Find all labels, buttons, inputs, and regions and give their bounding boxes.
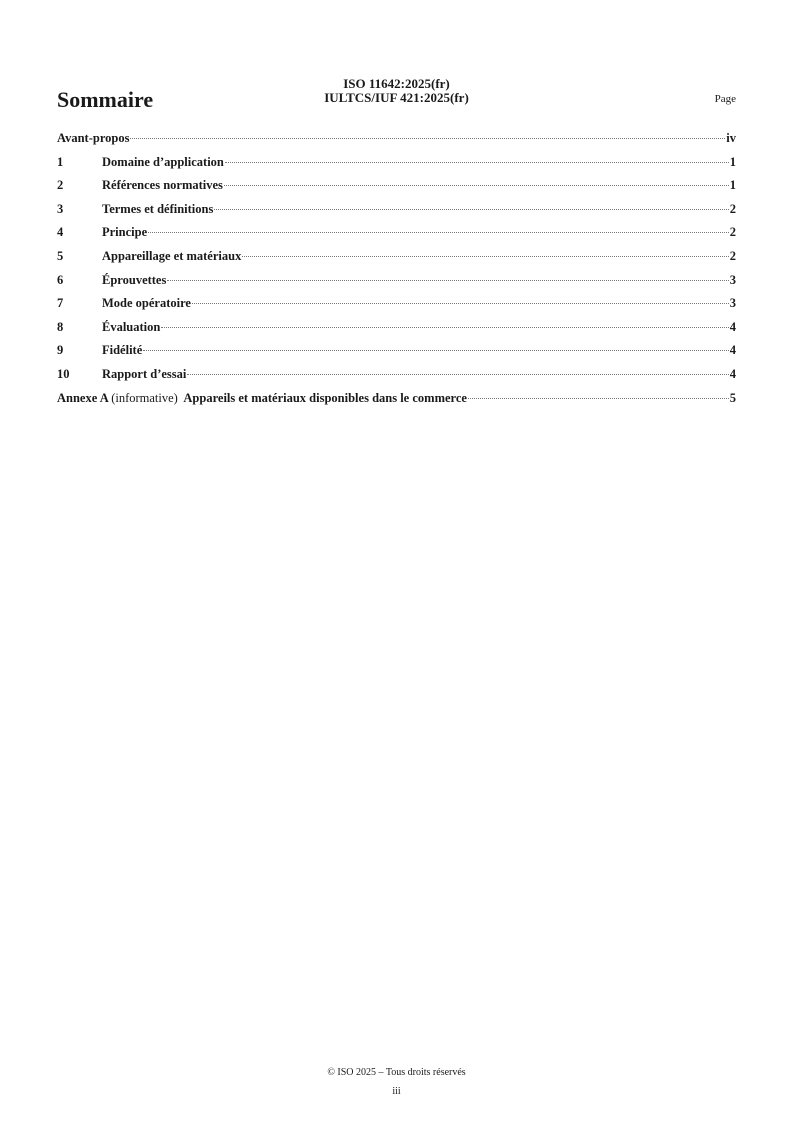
- dot-leader: [468, 398, 729, 399]
- toc-entry-page: 5: [729, 390, 736, 405]
- annex-title: Appareils et matériaux disponibles dans le commerce: [183, 390, 467, 405]
- footer-copyright: © ISO 2025 – Tous droits réservés: [327, 1067, 466, 1078]
- toc-entry-number: 3: [57, 201, 64, 216]
- doc-id-iso: ISO 11642:2025(fr): [343, 76, 450, 91]
- dot-leader: [130, 138, 725, 139]
- footer-page-number: iii: [392, 1086, 401, 1097]
- dot-leader: [224, 185, 729, 186]
- toc-entry-number: 9: [57, 343, 64, 358]
- toc-entry-label: Domaine d’application: [102, 154, 224, 169]
- toc-entry-label: Fidélité: [102, 343, 143, 358]
- dot-leader: [143, 350, 728, 351]
- toc-entry-page: 2: [729, 248, 736, 263]
- toc-entry-page: 3: [729, 296, 736, 311]
- table-of-contents: [57, 131, 736, 414]
- toc-entry-page: 4: [729, 319, 736, 334]
- page-title: Sommaire: [57, 87, 154, 112]
- toc-entry[interactable]: [57, 178, 736, 202]
- toc-entry[interactable]: [57, 225, 736, 249]
- toc-entry-label: Appareillage et matériaux: [102, 248, 242, 263]
- toc-entry-number: 1: [57, 154, 64, 169]
- toc-entry[interactable]: [57, 367, 736, 391]
- dot-leader: [148, 232, 729, 233]
- toc-entry-label: Évaluation: [102, 319, 161, 334]
- toc-entry-label: Éprouvettes: [102, 272, 167, 287]
- toc-entry[interactable]: [57, 273, 736, 297]
- toc-entry-number: 5: [57, 248, 64, 263]
- toc-entry-page: 2: [729, 225, 736, 240]
- toc-entry[interactable]: [57, 155, 736, 179]
- toc-entry-page: 2: [729, 201, 736, 216]
- toc-entry[interactable]: [57, 320, 736, 344]
- toc-entry-number: 6: [57, 272, 64, 287]
- toc-entry-number: 10: [57, 366, 70, 381]
- toc-entry-label: Mode opératoire: [102, 296, 191, 311]
- toc-entry-page: 3: [729, 272, 736, 287]
- toc-entry[interactable]: [57, 249, 736, 273]
- toc-entry-annex-a[interactable]: [57, 391, 736, 415]
- dot-leader: [167, 280, 728, 281]
- dot-leader: [242, 256, 728, 257]
- toc-entry-label: Termes et définitions: [102, 201, 214, 216]
- toc-entry-label: Rapport d’essai: [102, 366, 187, 381]
- page-column-label: Page: [714, 93, 736, 105]
- dot-leader: [214, 209, 728, 210]
- toc-entry-page: 1: [729, 178, 736, 193]
- toc-entry-number: 2: [57, 178, 64, 193]
- dot-leader: [161, 327, 728, 328]
- toc-entry-number: 7: [57, 296, 64, 311]
- toc-entry-number: 8: [57, 319, 64, 334]
- toc-entry[interactable]: [57, 131, 736, 155]
- toc-entry-page: iv: [726, 131, 736, 145]
- toc-entry[interactable]: [57, 343, 736, 367]
- toc-entry-label: [57, 391, 467, 406]
- toc-entry-page: 1: [729, 154, 736, 169]
- toc-entry-label: Références normatives: [102, 178, 223, 193]
- toc-entry-page: 4: [729, 366, 736, 381]
- doc-id-iultcs: IULTCS/IUF 421:2025(fr): [324, 90, 469, 105]
- dot-leader: [187, 374, 728, 375]
- annex-prefix: Annexe A: [57, 390, 109, 405]
- toc-entry-number: 4: [57, 225, 64, 240]
- toc-entry-label: Principe: [102, 225, 148, 240]
- toc-entry[interactable]: [57, 296, 736, 320]
- dot-leader: [192, 303, 729, 304]
- annex-qualifier: (informative): [111, 390, 178, 405]
- dot-leader: [225, 162, 729, 163]
- toc-entry-page: 4: [729, 343, 736, 358]
- toc-entry-label: Avant-propos: [57, 131, 130, 145]
- toc-entry[interactable]: [57, 202, 736, 226]
